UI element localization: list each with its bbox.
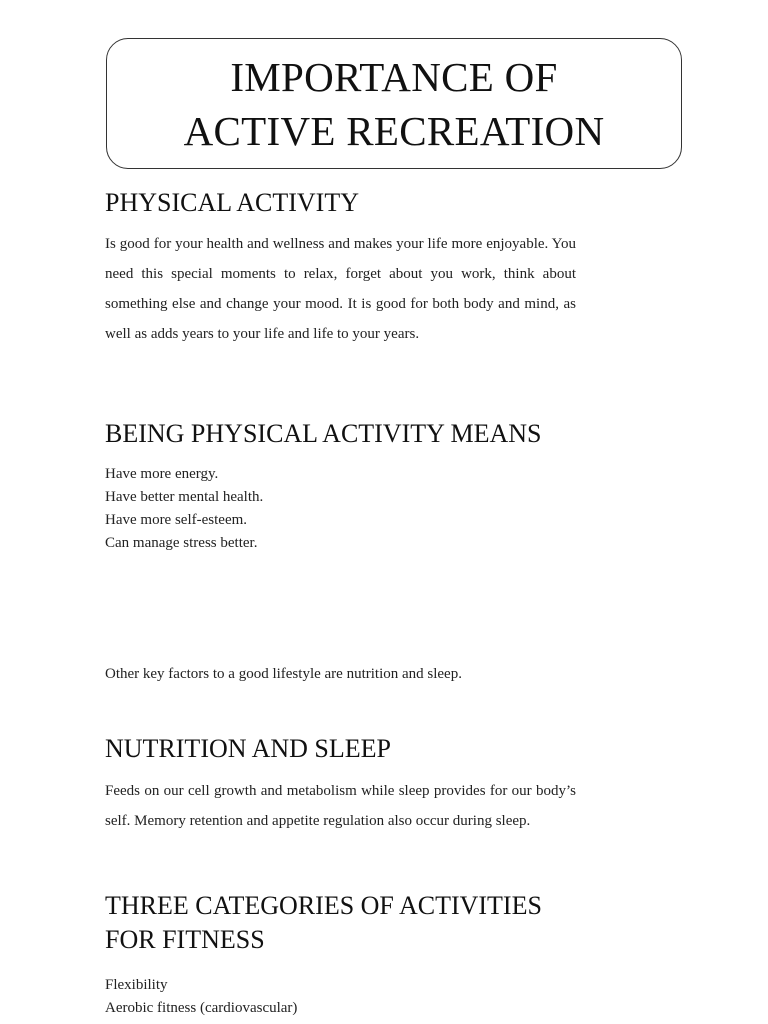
physical-activity-paragraph: Is good for your health and wellness and makes your life more enjoyable. You need this special moments to relax, forget about you work, think about something else and change your mood. It is good for both body and mind, as well as adds years to your life and life to your years. xyxy=(105,236,576,342)
nutrition-paragraph: Feeds on our cell growth and metabolism while sleep provides for our body’s self. Memory retention and appetite regulation also occur during sleep. xyxy=(105,783,576,829)
list-item: Can manage stress better. xyxy=(105,535,258,551)
key-factors-text: Other key factors to a good lifestyle are nutrition and sleep. xyxy=(105,666,462,682)
categories-heading-line-1: THREE CATEGORIES OF ACTIVITIES xyxy=(105,891,542,920)
physical-activity-heading: PHYSICAL ACTIVITY xyxy=(105,188,359,217)
nutrition-heading: NUTRITION AND SLEEP xyxy=(105,734,391,763)
list-item: Aerobic fitness (cardiovascular) xyxy=(105,1000,298,1016)
list-item: Have better mental health. xyxy=(105,489,264,505)
list-item: Have more self-esteem. xyxy=(105,512,248,528)
list-item: Flexibility xyxy=(105,977,168,993)
means-list xyxy=(105,463,263,555)
title-box xyxy=(106,38,682,169)
categories-list xyxy=(105,974,297,1020)
means-heading: BEING PHYSICAL ACTIVITY MEANS xyxy=(105,419,542,448)
categories-heading-line-2: FOR FITNESS xyxy=(105,925,265,954)
page-title-line-2: ACTIVE RECREATION xyxy=(183,107,605,154)
list-item: Have more energy. xyxy=(105,466,219,482)
page-title-line-1: IMPORTANCE OF xyxy=(230,53,558,100)
